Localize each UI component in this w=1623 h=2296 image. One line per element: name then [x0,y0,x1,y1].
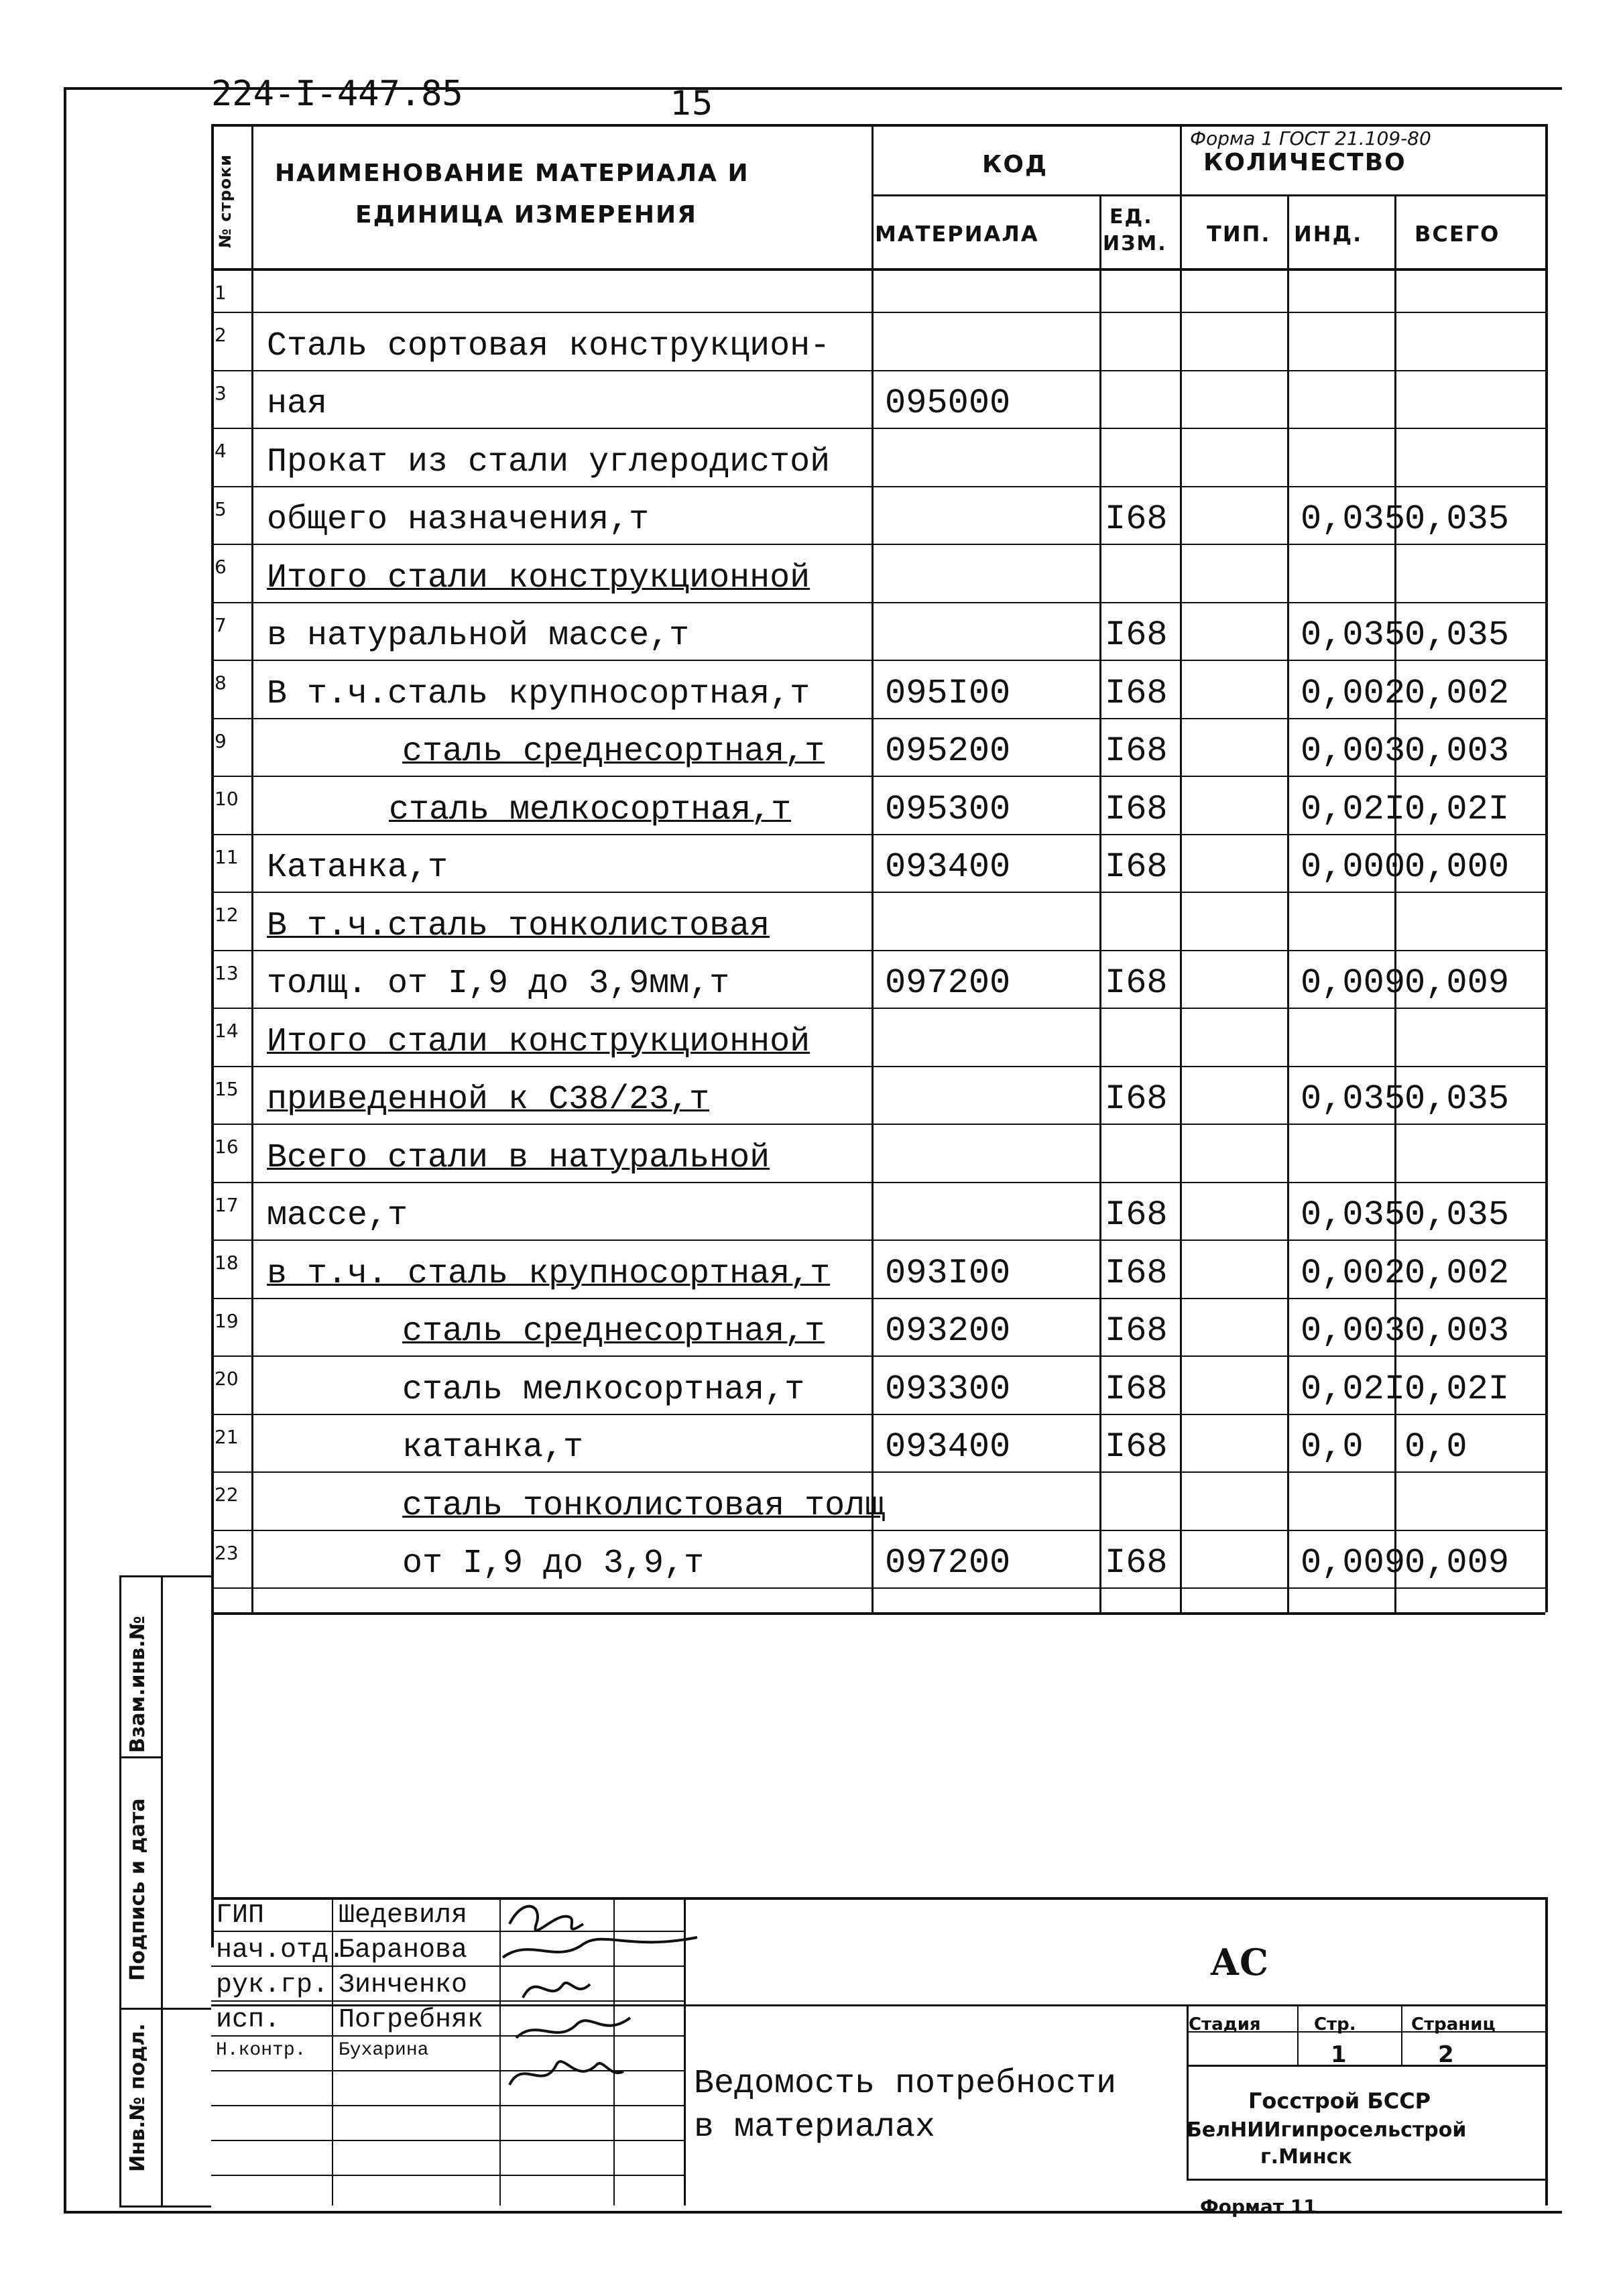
sheets-number: 2 [1438,2041,1454,2068]
material-code: 095200 [885,731,1011,771]
material-name: Итого стали конструкционной [267,558,810,597]
side-strip-bottom [119,2206,211,2208]
stamp-role: ГИП [216,1900,265,1931]
row-line [211,1530,1545,1531]
row-number: 12 [215,904,239,926]
ind-qty: 0,035 [1301,1079,1406,1119]
material-code: 095000 [885,383,1011,423]
total-qty: 0,035 [1404,615,1510,655]
format-label: Формат 11 [1200,2195,1317,2218]
unit-code: I68 [1105,1079,1168,1119]
material-name: общего назначения,т [267,501,650,539]
row-number: 8 [215,672,227,694]
material-name: в т.ч. сталь крупносортная,т [267,1254,831,1293]
ind-qty: 0,003 [1301,731,1406,771]
row-line [211,834,1545,835]
row-number-header: № строки [216,154,235,248]
row-number: 10 [215,788,239,810]
frame-bottom [64,2211,1562,2214]
side-strip-divider [119,2008,211,2010]
stamp-role: Н.контр. [216,2040,306,2061]
grid-line [1180,124,1182,1612]
total-qty: 0,035 [1404,499,1510,539]
ind-qty: 0,035 [1301,499,1406,539]
stamp-role: исп. [216,2005,281,2035]
grid-line [1099,194,1101,1612]
row-number: 5 [215,497,227,520]
row-line [211,660,1545,661]
material-code-header: МАТЕРИАЛА [875,221,1039,247]
row-number: 16 [215,1136,239,1158]
code-header: КОД [982,151,1048,178]
row-line [211,312,1545,313]
material-code: 093I00 [885,1253,1011,1293]
form-label: Форма 1 ГОСТ 21.109-80 [1190,127,1431,149]
row-number: 19 [215,1309,239,1332]
row-line [211,602,1545,603]
sheet-label: Стр. [1314,2014,1356,2035]
row-number: 23 [215,1541,239,1564]
frame-left [64,87,66,2212]
material-name: сталь мелкосортная,т [402,1370,805,1409]
material-name: от I,9 до 3,9,т [402,1545,705,1583]
sheet-number: 1 [1331,2041,1347,2068]
stamp-person-name: Погребняк [339,2005,484,2035]
row-number: 15 [215,1077,239,1100]
material-name: Итого стали конструкционной [267,1022,810,1061]
ind-qty: 0,009 [1301,1543,1406,1583]
ind-qty: 0,000 [1301,847,1406,887]
total-qty: 0,035 [1404,1079,1510,1119]
ind-header: ИНД. [1294,221,1363,247]
material-code: 093300 [885,1369,1011,1409]
grid-line [1297,2004,1299,2065]
stamp-right [1545,1897,1548,2206]
stamp-org-top [1187,2065,1545,2067]
ind-qty: 0,002 [1301,673,1406,713]
unit-code: I68 [1105,615,1168,655]
unit-code: I68 [1105,1427,1168,1467]
stamp-person-name: Баранова [339,1935,468,1966]
side-strip-top [119,1575,211,1577]
stamp-role: нач.отд. [216,1935,345,1966]
side-strip-left [119,1575,121,2206]
page-number: 15 [670,84,713,123]
row-number: 4 [215,440,227,462]
name-header-line2: ЕДИНИЦА ИЗМЕРЕНИЯ [355,201,697,229]
material-name: Прокат из стали углеродистой [267,442,831,481]
total-header: ВСЕГО [1415,221,1500,247]
row-line [211,776,1545,777]
vzam-inv-label: Взам.инв.№ [126,1616,149,1753]
stamp-org-bottom [1187,2179,1545,2181]
row-number: 22 [215,1484,239,1506]
unit-code: I68 [1105,847,1168,887]
row-line [211,486,1545,487]
stamp-role: рук.гр. [216,1970,329,2000]
row-line [211,950,1545,951]
total-qty: 0,003 [1404,1311,1510,1351]
total-qty: 0,003 [1404,731,1510,771]
material-name: Катанка,т [267,849,448,887]
row-number: 6 [215,556,227,578]
quantity-header: КОЛИЧЕСТВО [1203,149,1406,176]
row-line [211,1182,1545,1183]
row-number: 21 [215,1425,239,1448]
org-line2: БелНИИгипросельстрой [1187,2118,1467,2142]
header-mid-border [871,194,1545,196]
grid-line [251,124,253,1612]
total-qty: 0,002 [1404,673,1510,713]
stamp-row-line [211,2175,684,2176]
material-name: Сталь сортовая конструкцион- [267,326,831,365]
table-top-border [211,124,1545,127]
ind-qty: 0,035 [1301,1195,1406,1235]
unit-code: I68 [1105,1253,1168,1293]
doc-number: 224-I-447.85 [211,74,463,114]
org-line1: Госстрой БССР [1248,2088,1431,2114]
unit-code: I68 [1105,1369,1168,1409]
unit-header-line2: ИЗМ. [1103,232,1167,255]
row-number: 17 [215,1193,239,1216]
ind-qty: 0,009 [1301,963,1406,1003]
row-number: 13 [215,961,239,984]
material-name: В т.ч.сталь крупносортная,т [267,674,810,713]
total-qty: 0,035 [1404,1195,1510,1235]
row-line [211,1471,1545,1473]
stamp-person-name: Шедевиля [339,1900,468,1931]
stamp-row-line [211,2140,684,2141]
stage-label: Стадия [1189,2014,1261,2035]
material-code: 097200 [885,1543,1011,1583]
material-code: 095300 [885,789,1011,829]
material-code: 097200 [885,963,1011,1003]
total-qty: 0,02I [1404,1369,1510,1409]
material-code: 093400 [885,847,1011,887]
total-qty: 0,009 [1404,963,1510,1003]
row-number: 7 [215,613,227,636]
row-line [211,1066,1545,1067]
total-qty: 0,002 [1404,1253,1510,1293]
signature-scribbles [496,1884,724,2105]
material-name: сталь мелкосортная,т [389,790,792,829]
stamp-person-name: Зинченко [339,1970,468,2000]
material-name: сталь среднесортная,т [402,1313,825,1351]
unit-code: I68 [1105,1195,1168,1235]
material-name: сталь тонколистовая толщ [402,1486,886,1525]
row-line [211,1587,1545,1589]
row-number: 2 [215,324,227,346]
row-line [211,1008,1545,1009]
material-name: массе,т [267,1197,408,1235]
name-header-line1: НАИМЕНОВАНИЕ МАТЕРИАЛА И [275,160,749,187]
stamp-row-line [211,2105,684,2106]
table-body-bottom [211,1612,1545,1615]
total-qty: 0,02I [1404,789,1510,829]
row-number: 14 [215,1020,239,1042]
ind-qty: 0,003 [1301,1311,1406,1351]
material-name: в натуральной массе,т [267,617,690,655]
grid-line [1287,194,1289,1612]
inv-orig-label: Инв.№ подл. [126,2023,149,2172]
row-number: 3 [215,381,227,404]
material-name: сталь среднесортная,т [402,733,825,771]
material-name: толщ. от I,9 до 3,9мм,т [267,965,730,1003]
ind-qty: 0,035 [1301,615,1406,655]
material-code: 093200 [885,1311,1011,1351]
grid-line [1401,2004,1402,2065]
table-right-border [1545,124,1548,1612]
row-line [211,1414,1545,1415]
unit-code: I68 [1105,731,1168,771]
ind-qty: 0,002 [1301,1253,1406,1293]
unit-code: I68 [1105,789,1168,829]
row-line [211,370,1545,371]
material-name: катанка,т [402,1429,584,1467]
total-qty: 0,009 [1404,1543,1510,1583]
unit-code: I68 [1105,673,1168,713]
ind-qty: 0,02I [1301,1369,1406,1409]
header-bottom-border [211,268,1545,271]
sheets-label: Страниц [1411,2014,1496,2035]
material-name: приведенной к С38/23,т [267,1081,710,1119]
row-line [211,1298,1545,1299]
row-line [211,544,1545,545]
unit-code: I68 [1105,963,1168,1003]
total-qty: 0,0 [1404,1427,1467,1467]
document-title-line2: в материалах [694,2108,936,2147]
org-line3: г.Минск [1260,2145,1352,2169]
row-number: 20 [215,1368,239,1390]
material-code: 093400 [885,1427,1011,1467]
table-left-border [211,124,214,1947]
material-name: ная [267,385,328,423]
stamp-person-name: Бухарина [339,2040,429,2061]
material-name: В т.ч.сталь тонколистовая [267,906,770,945]
ind-qty: 0,0 [1301,1427,1364,1467]
side-strip-divider [119,1756,161,1758]
unit-code: I68 [1105,499,1168,539]
row-number: 11 [215,845,239,868]
side-strip-right [161,1575,163,2206]
unit-code: I68 [1105,1311,1168,1351]
document-title-line1: Ведомость потребности [694,2065,1117,2103]
grid-line [871,124,874,1612]
code-mark: АС [1210,1941,1268,1984]
row-number: 18 [215,1252,239,1274]
typ-header: ТИП. [1207,221,1271,247]
row-number: 9 [215,729,227,752]
ind-qty: 0,02I [1301,789,1406,829]
row-line [211,1124,1545,1125]
unit-code: I68 [1105,1543,1168,1583]
unit-header-line1: ЕД. [1109,205,1153,229]
total-qty: 0,000 [1404,847,1510,887]
row-line [211,718,1545,719]
sign-date-label: Подпись и дата [126,1798,149,1981]
material-name: Всего стали в натуральной [267,1138,770,1177]
row-number: 1 [215,282,227,304]
material-code: 095I00 [885,673,1011,713]
row-line [211,428,1545,429]
row-line [211,892,1545,893]
stamp-top [211,1897,1545,1900]
row-line [211,1240,1545,1241]
row-line [211,1355,1545,1357]
